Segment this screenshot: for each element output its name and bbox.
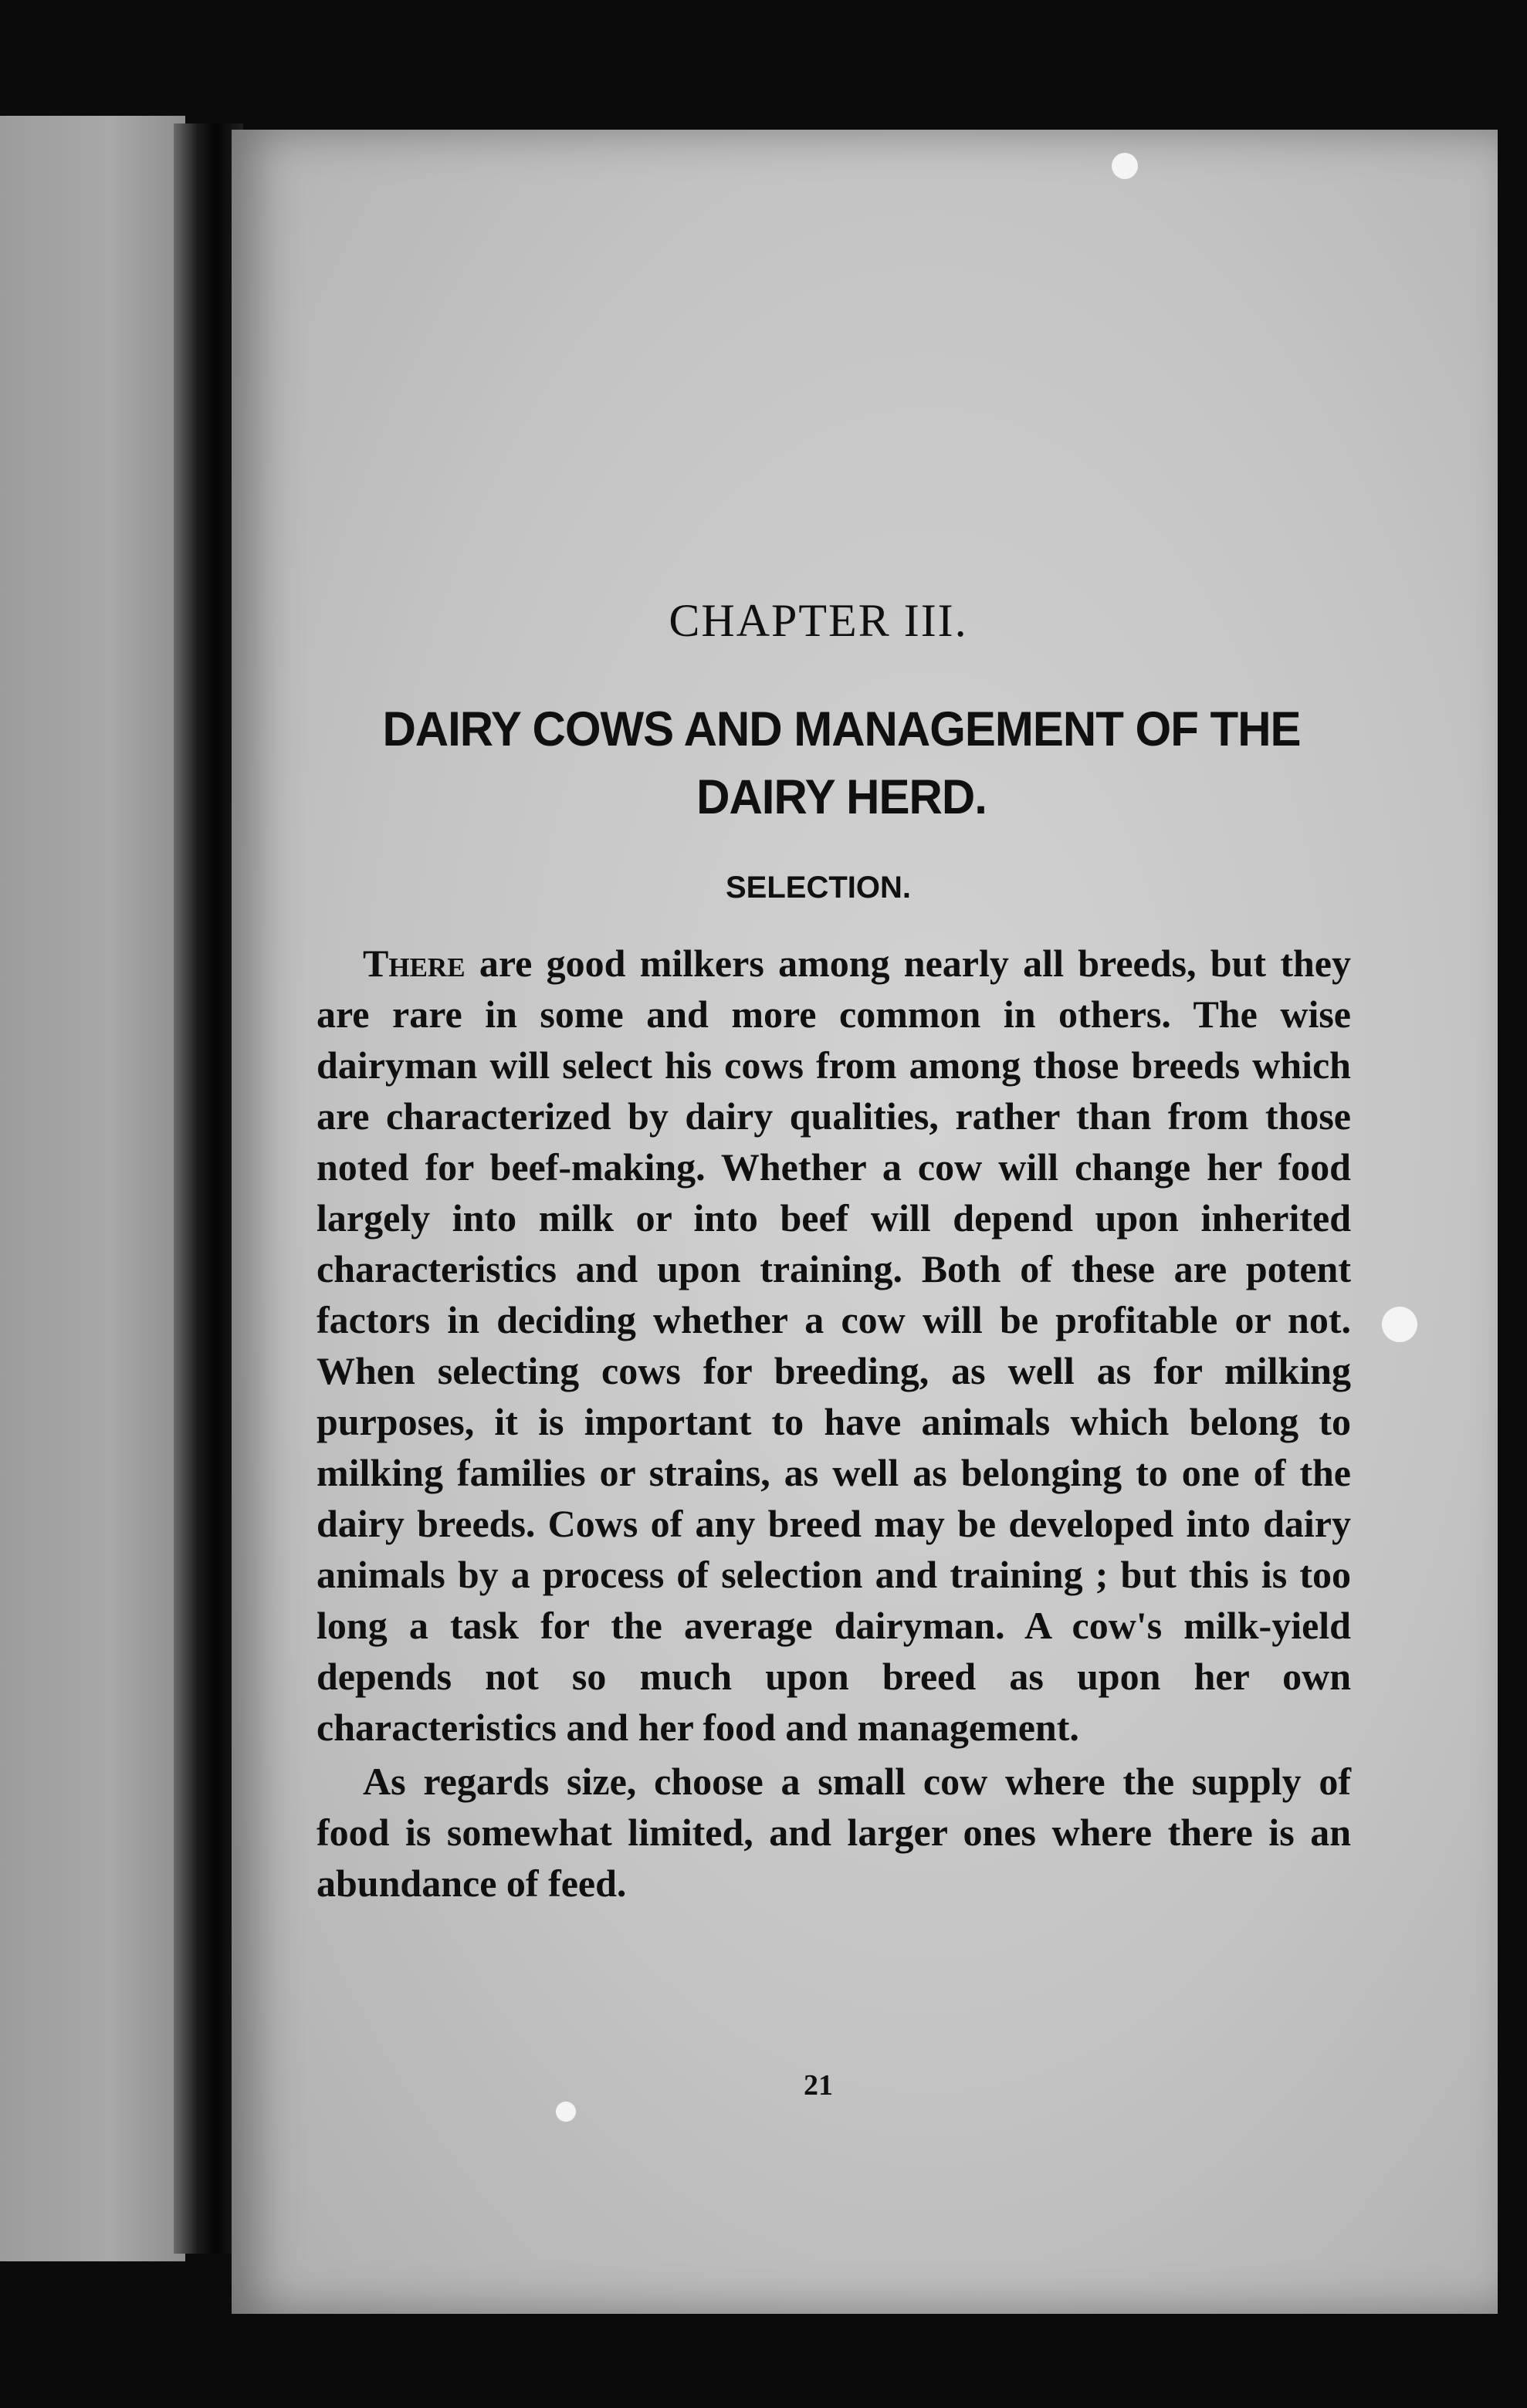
- chapter-title: DAIRY COWS AND MANAGEMENT OF THE DAIRY HERD.: [382, 702, 1301, 824]
- paragraph: [317, 938, 1351, 1753]
- paragraph-lead-word: There: [363, 942, 466, 985]
- paragraph-text: are good milkers among nearly all breeds, but they are rare in some and more common in others. The wise dairyman will select his cows from among those breeds which are characterized by dairy qualities, rather than from those noted for beef-making. Whether a cow will change her food largely into milk or into beef will depend upon inherited characteristics and upon training. Both of these are potent factors in deciding whether a cow will be profitable or not. When selecting cows for breeding, as well as for milking purposes, it is important to have animals which belong to milking families or strains, as well as belonging to one of the dairy breeds. Cows of any breed may be developed into dairy animals by a process of selection and training ; but this is too long a task for the average dairyman. A cow's milk-yield depends not so much upon breed as upon her own characteristics and her food and management.: [317, 942, 1351, 1749]
- paragraph: [317, 1756, 1351, 1909]
- page-number: 21: [804, 2069, 833, 2102]
- page-text: [293, 0, 1351, 2408]
- section-heading: SELECTION.: [725, 871, 912, 905]
- paper-speck: [1382, 1307, 1417, 1342]
- facing-page: [0, 116, 185, 2261]
- body-text: [317, 938, 1351, 1909]
- chapter-label: CHAPTER III.: [669, 595, 968, 646]
- paragraph-text: As regards size, choose a small cow where the supply of food is somewhat limited, and larger ones where there is an abundance of feed.: [317, 1760, 1351, 1905]
